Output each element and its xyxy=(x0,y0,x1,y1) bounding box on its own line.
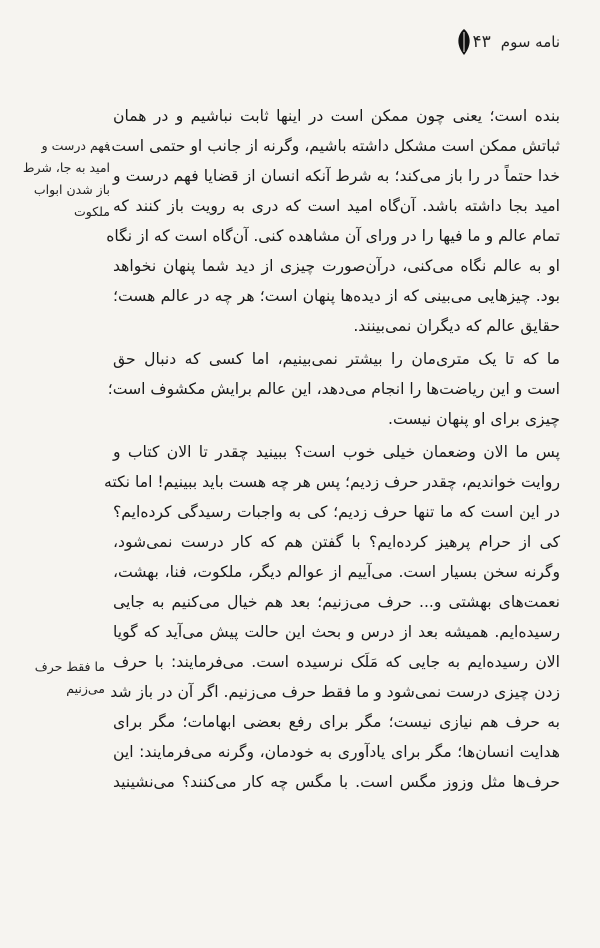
text-line: حرف‌ها مثل وزوز مگس است. با مگس چه کار می‌کنند؟ می‌نشینید xyxy=(113,773,560,791)
text-line: ثباتش ممکن است مشکل داشته باشیم، وگرنه از جانب او حتمی است. xyxy=(106,137,560,155)
text-line: حقایق عالم که دیگران نمی‌بینند. xyxy=(353,317,560,335)
text-line: تمام عالم و ما فیها را در ورای آن مشاهده کنی. آن‌گاه است که از نگاه xyxy=(106,227,560,245)
text-line: زدن چیزی درست نمی‌شود و ما فقط حرف می‌زنیم. اگر آن در باز شد xyxy=(110,683,560,701)
text-line: است و این ریاضت‌ها را انجام می‌دهد، این عالم برایش مکشوف است؛ xyxy=(107,380,560,398)
page-header xyxy=(455,22,572,62)
margin-note-line: باز شدن ابواب xyxy=(33,182,110,197)
text-line: خدا حتماً در را باز می‌کند؛ به شرط آنکه انسان از قضایا فهم درست و xyxy=(113,167,560,185)
body-text xyxy=(104,101,560,797)
page-number: ۴۳ xyxy=(472,32,491,52)
margin-note xyxy=(23,135,110,223)
margin-note-line: ما فقط حرف xyxy=(34,659,105,674)
text-line: رسیده‌ایم. همیشه بعد از درس و بحث این حالت پیش می‌آید که گویا xyxy=(113,623,560,641)
text-line: هدایت انسان‌ها؛ مگر برای یادآوری به خودمان، وگرنه می‌فرمایند: این xyxy=(113,743,560,761)
text-line: نعمت‌های بهشتی و... حرف می‌زنیم؛ بعد هم خیال می‌کنیم به جایی xyxy=(113,593,560,611)
margin-note xyxy=(35,656,105,700)
text-line: او به عالم نگاه می‌کنی، درآن‌صورت چیزی از دید شما پنهان نخواهد xyxy=(113,257,560,275)
text-line: کی از حرام پرهیز کرده‌ایم؟ با گفتن هم که کار درست نمی‌شود، xyxy=(113,533,560,551)
text-line: ما که تا یک متری‌مان را بیشتر نمی‌بینیم، اما کسی که دنبال حق xyxy=(113,350,560,368)
text-line: وگرنه سخن بسیار است. می‌آییم از عوالم دیگر، ملکوت، فنا، بهشت، xyxy=(113,563,560,581)
margin-note-line: امید به جا، شرط xyxy=(22,160,110,175)
paragraph xyxy=(107,344,560,434)
paragraph xyxy=(106,101,560,341)
text-line: بود. چیزهایی می‌بینی که از دیده‌ها پنهان است؛ هر چه در عالم هست؛ xyxy=(113,287,560,305)
text-line: امید بجا داشته باشد. آن‌گاه امید است که دری به رویت باز کنند که xyxy=(113,197,560,215)
text-line: در این است که ما تنها حرف زدیم؛ کی به واجبات رسیدگی کرده‌ایم؟ xyxy=(113,503,560,521)
leaf-icon xyxy=(455,28,473,56)
text-line: پس ما الان وضعمان خیلی خوب است؟ ببینید چقدر تا الان کتاب و xyxy=(113,443,560,461)
margin-note-line: فهم درست و xyxy=(41,138,110,153)
running-title: نامه سوم xyxy=(500,33,560,51)
paragraph xyxy=(104,437,560,797)
text-line: الان رسیده‌ایم به جایی که مَلَک نرسیده است. می‌فرمایند: با حرف xyxy=(113,653,560,671)
text-line: به حرف هم نیازی نیست؛ مگر برای رفع بعضی ابهامات؛ مگر برای xyxy=(113,713,560,731)
text-line: چیزی برای او پنهان نیست. xyxy=(388,410,560,428)
text-line: روایت خواندیم، چقدر حرف زدیم؛ پس هر چه هست باید ببینیم! اما نکته xyxy=(104,473,560,491)
margin-note-line: می‌زنیم xyxy=(66,681,105,696)
text-line: بنده است؛ یعنی چون ممکن است در اینها ثابت نباشیم و در همان xyxy=(113,107,560,125)
margin-note-line: ملکوت xyxy=(74,204,110,219)
